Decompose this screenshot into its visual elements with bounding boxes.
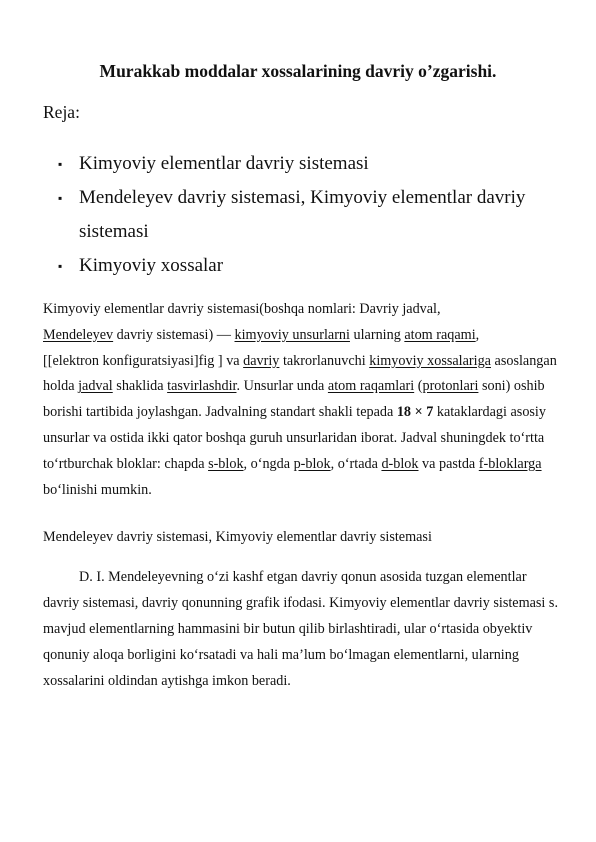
link-kimyoviy-unsurlar[interactable]: kimyoviy unsurlarni	[234, 326, 350, 343]
plan-item	[58, 147, 558, 181]
link-mendeleyev[interactable]: Mendeleyev	[43, 326, 114, 343]
bullet-icon: ▪	[58, 191, 63, 205]
text: shaklida	[112, 378, 168, 395]
plan-item	[58, 249, 558, 283]
plan-item-text: Mendeleyev davriy sistemasi, Kimyoviy elementlar davriy sistemasi	[79, 187, 526, 242]
link-kimyoviy-xossalar[interactable]: kimyoviy xossalariga	[369, 352, 491, 369]
text: ularning	[349, 326, 405, 343]
plan-heading: Reja:	[43, 102, 80, 122]
document-title: Murakkab moddalar xossalarining davriy o’zgarishi.	[99, 61, 497, 81]
intro-paragraph	[43, 297, 563, 503]
text: . Unsurlar unda	[236, 378, 328, 395]
bullet-icon: ▪	[58, 157, 63, 171]
link-p-blok[interactable]: p-blok	[293, 455, 331, 472]
text: kataklardagi asosiy unsurlar va ostida ikki qator boshqa guruh unsurlaridan iborat. Jadval shuningdek to‘rtta to‘rtburchak bloklar: chapda	[43, 404, 546, 472]
text: , o‘ngda	[243, 455, 294, 472]
link-atom-raqami[interactable]: atom raqami	[404, 326, 476, 343]
text: soni) oshib borishi tartibida joylashgan. Jadvalning standart shakli tepada	[43, 378, 545, 421]
text: asoslangan holda	[43, 352, 557, 395]
text: , o‘rtada	[330, 455, 382, 472]
link-protonlar[interactable]: protonlari	[422, 378, 479, 395]
plan-item-text: Kimyoviy elementlar davriy sistemasi	[79, 153, 369, 174]
text: ,	[475, 326, 480, 343]
link-atom-raqamlari[interactable]: atom raqamlari	[327, 378, 415, 395]
link-tasvirlash[interactable]: tasvirlashdir	[167, 378, 237, 395]
link-s-blok[interactable]: s-blok	[208, 455, 244, 472]
link-davriy[interactable]: davriy	[243, 352, 280, 369]
bullet-icon: ▪	[58, 259, 63, 273]
link-d-blok[interactable]: d-blok	[381, 455, 419, 472]
plan-item-text: Kimyoviy xossalar	[79, 255, 224, 276]
text: takrorlanuvchi	[279, 352, 370, 369]
text: davriy sistemasi) —	[113, 326, 235, 343]
text: bo‘linishi mumkin.	[43, 481, 152, 498]
section-heading: Mendeleyev davriy sistemasi, Kimyoviy elementlar davriy sistemasi	[43, 529, 432, 545]
text: (	[414, 378, 423, 395]
body-paragraph: D. I. Mendeleyevning o‘zi kashf etgan davriy qonun asosida tuzgan elementlar davriy sistemasi, davriy qonunning grafik ifodasi. Kimyoviy elementlar davriy sistemasi s. mavjud elementlarning hammasini bir butun qilib birlashtiradi, ular o‘rtasida obyektiv qonuniy aloqa borligini ko‘rsatadi va hali ma’lum bo‘lmagan elementlarni, ularning xossalarini oldindan aytishga imkon beradi.	[43, 569, 558, 689]
plan-list	[58, 147, 558, 283]
link-f-blok[interactable]: f-bloklarga	[478, 455, 542, 472]
grid-size: 18 × 7	[396, 404, 434, 421]
text: [[elektron konfiguratsiyasi]fig ] va	[43, 352, 244, 369]
link-jadval[interactable]: jadval	[78, 378, 113, 395]
plan-item	[58, 181, 558, 249]
text: Kimyoviy elementlar davriy sistemasi(boshqa nomlari: Davriy jadval,	[43, 301, 441, 317]
text: va pastda	[418, 455, 479, 472]
